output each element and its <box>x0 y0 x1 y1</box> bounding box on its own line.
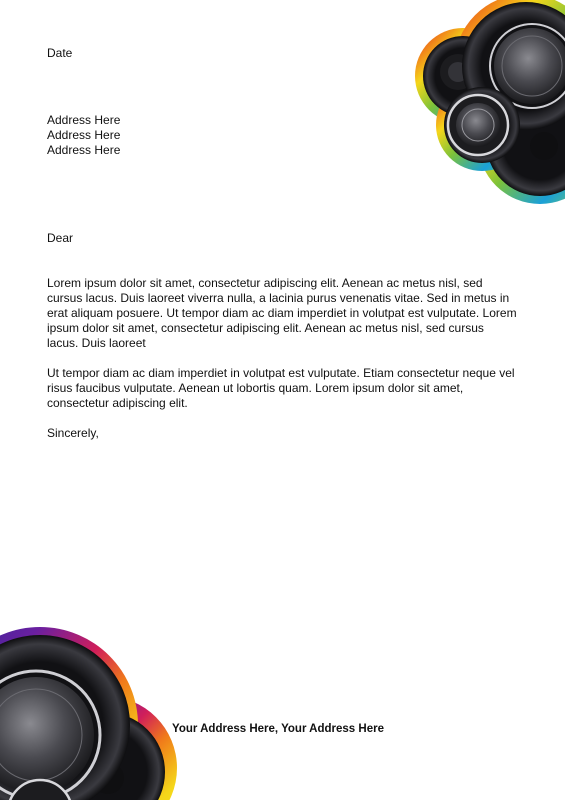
address-line: Address Here <box>47 143 121 157</box>
speaker-cluster-bottom-icon <box>0 625 180 800</box>
speaker-cluster-top-icon <box>405 0 565 205</box>
footer-address: Your Address Here, Your Address Here <box>172 723 384 735</box>
letter-closing: Sincerely, <box>47 426 99 440</box>
address-line: Address Here <box>47 113 121 127</box>
letter-paragraph: Lorem ipsum dolor sit amet, consectetur adipiscing elit. Aenean ac metus nisl, sed cursus lacus. Duis laoreet viverra nulla, a lacinia purus venenatis vitae. Sed in metus in erat aliquam posuere. Ut tempor diam ac diam imperdiet in volutpat est vulputate. Lorem ipsum dolor sit amet, consectetur adipiscing elit. Aenean ac metus nisl, sed cursus lacus. Duis laoreet <box>47 276 517 350</box>
letter-paragraph: Ut tempor diam ac diam imperdiet in volutpat est vulputate. Etiam consectetur neque vel risus faucibus vulputate. Aenean ut lobortis quam. Lorem ipsum dolor sit amet, consectetur adipiscing elit. <box>47 366 515 410</box>
letter-date: Date <box>47 46 73 60</box>
address-line: Address Here <box>47 128 121 142</box>
letter-greeting: Dear <box>47 231 74 245</box>
recipient-address <box>47 113 120 158</box>
